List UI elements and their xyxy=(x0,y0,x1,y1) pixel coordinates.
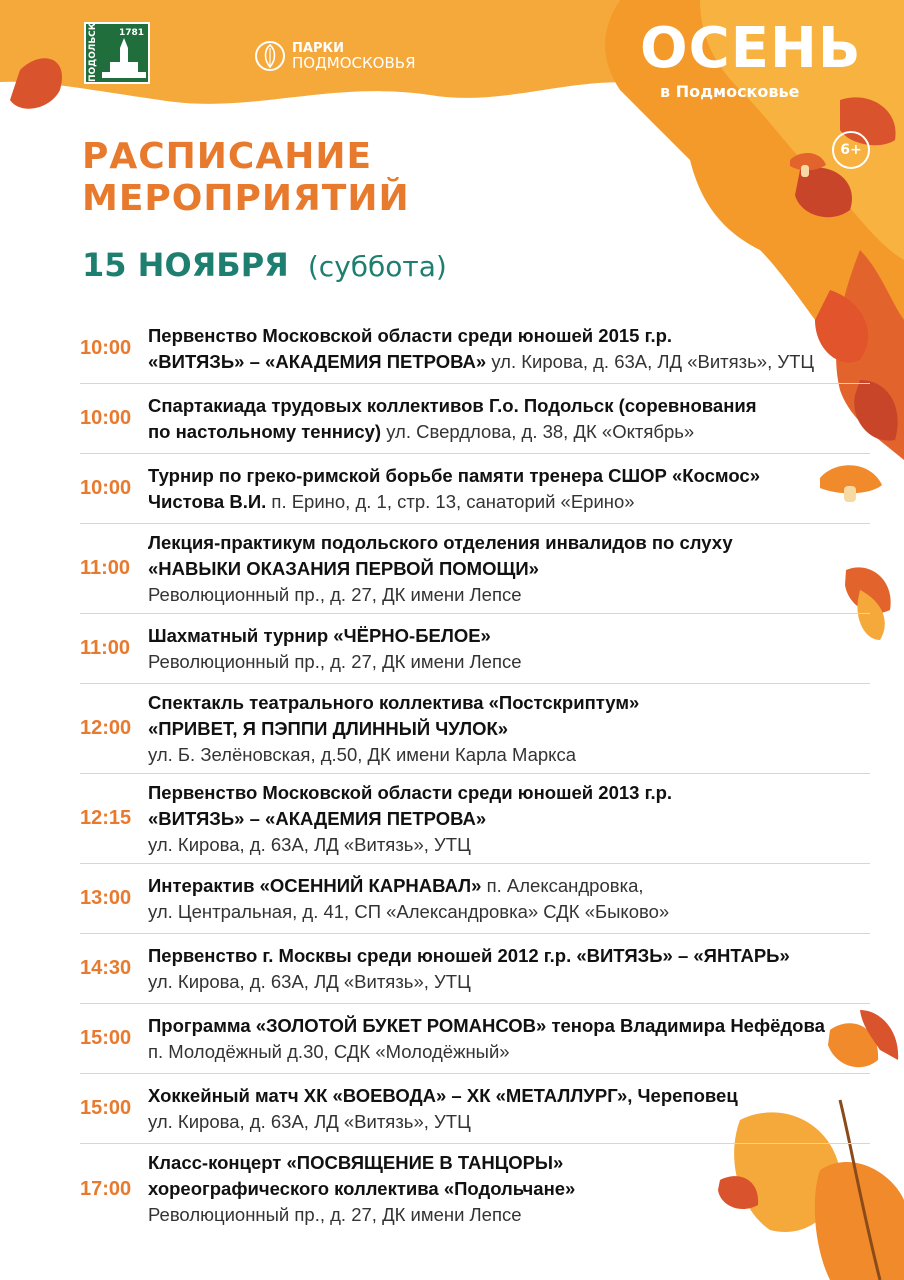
event-line xyxy=(148,530,870,556)
event-line xyxy=(148,780,870,806)
event-row xyxy=(80,314,870,384)
event-venue-text: п. Ерино, д. 1, стр. 13, санаторий «Ерино» xyxy=(271,490,635,512)
event-time: 10:00 xyxy=(80,477,132,499)
event-line xyxy=(148,419,870,445)
date-day: 15 НОЯБРЯ xyxy=(82,246,289,284)
event-title-text: Первенство г. Москвы среди юношей 2012 г.р. «ВИТЯЗЬ» – «ЯНТАРЬ» xyxy=(148,944,790,966)
event-line xyxy=(148,1109,870,1135)
event-line xyxy=(148,690,870,716)
event-line xyxy=(148,742,870,768)
podolsk-logo xyxy=(84,22,150,84)
event-time: 17:00 xyxy=(80,1177,132,1200)
event-time: 10:00 xyxy=(80,407,132,429)
event-line xyxy=(148,1150,870,1176)
podolsk-logo-name: ПОДОЛЬСК xyxy=(88,22,98,82)
event-venue-text: Революционный пр., д. 27, ДК имени Лепсе xyxy=(148,650,522,672)
event-title-text: Спектакль театрального коллектива «Постскриптум» xyxy=(148,691,640,713)
event-time: 11:00 xyxy=(80,557,131,579)
event-title-text: «ПРИВЕТ, Я ПЭППИ ДЛИННЫЙ ЧУЛОК» xyxy=(148,717,509,739)
event-schedule-list xyxy=(80,314,870,1234)
event-line xyxy=(148,649,870,675)
event-title-text: Спартакиада трудовых коллективов Г.о. Подольск (соревнования xyxy=(148,394,757,416)
podolsk-logo-year: 1781 xyxy=(118,28,144,38)
event-venue-text: Революционный пр., д. 27, ДК имени Лепсе xyxy=(148,583,522,605)
event-description xyxy=(148,463,870,515)
event-time: 12:00 xyxy=(80,717,132,739)
event-line xyxy=(148,1039,870,1065)
age-rating-badge: 6+ xyxy=(832,131,870,169)
event-description xyxy=(148,943,870,995)
event-title-text: Чистова В.И. xyxy=(148,490,272,512)
event-title-text: «НАВЫКИ ОКАЗАНИЯ ПЕРВОЙ ПОМОЩИ» xyxy=(148,557,539,579)
event-venue-text: п. Александровка, xyxy=(486,874,644,896)
leaf-icon xyxy=(254,40,286,72)
event-description xyxy=(148,623,870,675)
church-icon xyxy=(102,38,146,80)
event-description xyxy=(148,1013,870,1065)
event-title-text: «ВИТЯЗЬ» – «АКАДЕМИЯ ПЕТРОВА» xyxy=(148,807,487,829)
event-title-text: Интерактив «ОСЕННИЙ КАРНАВАЛ» xyxy=(148,874,487,896)
event-description xyxy=(148,1150,870,1228)
event-line xyxy=(148,969,870,995)
autumn-brand xyxy=(638,16,888,106)
event-row xyxy=(80,1074,870,1144)
event-description xyxy=(148,1083,870,1135)
event-description xyxy=(148,530,870,608)
event-venue-text: п. Молодёжный д.30, СДК «Молодёжный» xyxy=(148,1040,510,1062)
event-description xyxy=(148,690,870,768)
event-line xyxy=(148,489,870,515)
event-line xyxy=(148,349,870,375)
event-line xyxy=(148,806,870,832)
event-line xyxy=(148,873,870,899)
event-venue-text: Революционный пр., д. 27, ДК имени Лепсе xyxy=(148,1204,522,1225)
parks-logo-line2: ПОДМОСКОВЬЯ xyxy=(292,54,416,72)
event-title-text: Программа «ЗОЛОТОЙ БУКЕТ РОМАНСОВ» тенора Владимира Нефёдова xyxy=(148,1014,825,1036)
event-description xyxy=(148,323,870,375)
event-row xyxy=(80,454,870,524)
event-description xyxy=(148,780,870,858)
event-time: 13:00 xyxy=(80,887,132,909)
event-row xyxy=(80,774,870,864)
event-title-text: Класс-концерт «ПОСВЯЩЕНИЕ В ТАНЦОРЫ» xyxy=(148,1152,564,1173)
event-venue-text: ул. Свердлова, д. 38, ДК «Октябрь» xyxy=(386,420,695,442)
event-time: 12:15 xyxy=(80,807,132,829)
event-line xyxy=(148,393,870,419)
event-line xyxy=(148,943,870,969)
event-title-text: по настольному теннису) xyxy=(148,420,387,442)
event-venue-text: ул. Б. Зелёновская, д.50, ДК имени Карла Маркса xyxy=(148,743,576,765)
event-title-text: хореографического коллектива «Подольчане» xyxy=(148,1178,576,1199)
event-time: 14:30 xyxy=(80,957,132,979)
event-line xyxy=(148,463,870,489)
event-venue-text: ул. Кирова, д. 63А, ЛД «Витязь», УТЦ xyxy=(148,1110,471,1132)
event-line xyxy=(148,1176,870,1202)
parks-logo xyxy=(254,38,416,74)
event-row xyxy=(80,934,870,1004)
event-row xyxy=(80,524,870,614)
event-line xyxy=(148,1013,870,1039)
page-title: РАСПИСАНИЕ МЕРОПРИЯТИЙ xyxy=(82,136,410,219)
event-description xyxy=(148,873,870,925)
event-row xyxy=(80,1144,870,1234)
event-line xyxy=(148,1083,870,1109)
parks-logo-line1: ПАРКИ xyxy=(292,41,344,56)
event-title-text: Лекция-практикум подольского отделения инвалидов по слуху xyxy=(148,531,733,553)
event-line xyxy=(148,556,870,582)
brand-subtitle: в Подмосковье xyxy=(660,82,800,101)
event-title-text: Турнир по греко-римской борьбе памяти тренера СШОР «Космос» xyxy=(148,464,760,486)
event-time: 11:00 xyxy=(80,637,131,659)
event-line xyxy=(148,899,870,925)
event-row xyxy=(80,684,870,774)
event-title-text: Хоккейный матч ХК «ВОЕВОДА» – ХК «МЕТАЛЛУРГ», Череповец xyxy=(148,1084,738,1106)
event-line xyxy=(148,716,870,742)
event-row xyxy=(80,1004,870,1074)
event-line xyxy=(148,1202,870,1228)
event-title-text: Шахматный турнир «ЧЁРНО-БЕЛОЕ» xyxy=(148,624,491,646)
event-title-text: Первенство Московской области среди юношей 2015 г.р. xyxy=(148,324,673,346)
event-row xyxy=(80,384,870,454)
event-date xyxy=(82,246,447,284)
event-row xyxy=(80,864,870,934)
event-venue-text: ул. Кирова, д. 63А, ЛД «Витязь», УТЦ xyxy=(148,970,471,992)
event-time: 15:00 xyxy=(80,1027,132,1049)
event-line xyxy=(148,582,870,608)
event-title-text: Первенство Московской области среди юношей 2013 г.р. xyxy=(148,781,673,803)
date-weekday: (суббота) xyxy=(307,250,447,283)
event-title-text: «ВИТЯЗЬ» – «АКАДЕМИЯ ПЕТРОВА» xyxy=(148,350,492,372)
event-line xyxy=(148,832,870,858)
event-time: 10:00 xyxy=(80,337,132,359)
brand-title: ОСЕНЬ xyxy=(640,16,862,81)
event-venue-text: ул. Кирова, д. 63А, ЛД «Витязь», УТЦ xyxy=(148,833,471,855)
event-venue-text: ул. Кирова, д. 63А, ЛД «Витязь», УТЦ xyxy=(491,350,815,372)
event-time: 15:00 xyxy=(80,1097,132,1119)
event-venue-text: ул. Центральная, д. 41, СП «Александровка» СДК «Быково» xyxy=(148,900,670,922)
event-line xyxy=(148,323,870,349)
event-description xyxy=(148,393,870,445)
event-line xyxy=(148,623,870,649)
event-row xyxy=(80,614,870,684)
